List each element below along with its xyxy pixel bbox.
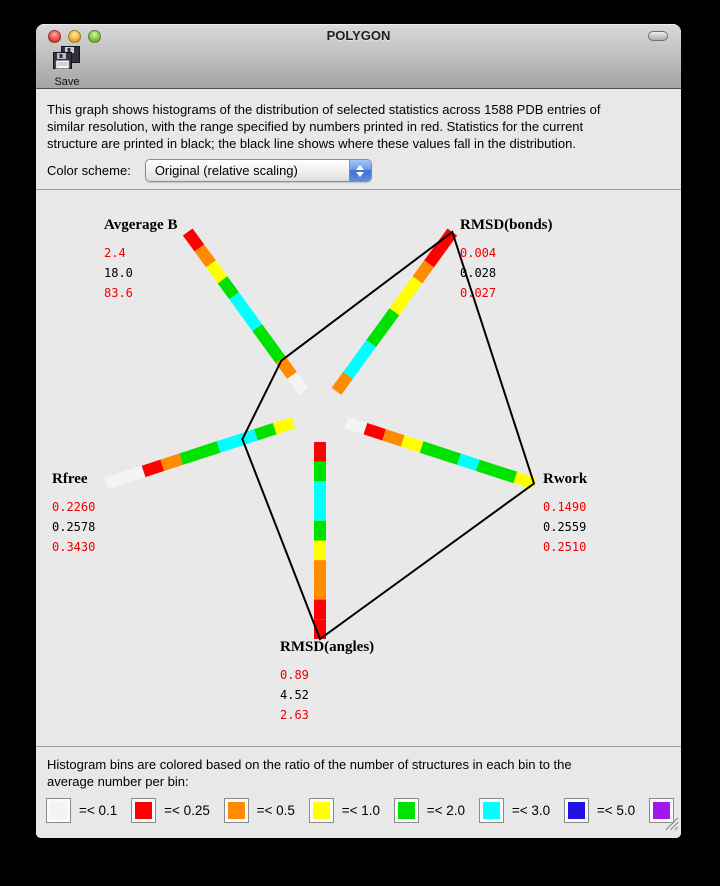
axis-title: Rwork: [543, 471, 588, 487]
axis-current-value: 4.52: [280, 688, 309, 702]
color-scheme-label: Color scheme:: [47, 163, 131, 178]
histogram-bin-cyan: [218, 441, 237, 447]
histogram-bin-white: [292, 375, 304, 391]
histogram-bin-green: [371, 328, 383, 344]
axis-max-value: 83.6: [104, 286, 133, 300]
axis-title: Rfree: [52, 471, 88, 487]
histogram-bin-green: [478, 465, 497, 471]
description-section: [36, 89, 681, 190]
histogram-bin-orange: [384, 435, 403, 441]
select-stepper-icon: [349, 160, 371, 181]
color-scheme-row: [47, 159, 670, 182]
legend-label: =< 2.0: [426, 802, 466, 818]
legend-item: [309, 798, 380, 823]
legend-label: =< 0.1: [79, 802, 118, 818]
legend-label: =< 5.0: [596, 802, 636, 818]
histogram-bin-yellow: [211, 264, 223, 280]
axis-labels-rfree: [52, 471, 95, 557]
histogram-bin-cyan: [459, 459, 478, 465]
resize-grip[interactable]: [665, 817, 679, 836]
description-line: structure are printed in black; the black line shows where these values fall in the distribution.: [47, 136, 576, 151]
axis-max-value: 0.3430: [52, 540, 96, 554]
save-button[interactable]: [44, 46, 90, 86]
legend-caption-line: average number per bin:: [47, 774, 189, 789]
histogram-bin-yellow: [515, 477, 534, 483]
histogram-bin-yellow: [403, 441, 422, 447]
histogram-bin-white: [125, 471, 144, 477]
save-button-label: Save: [54, 76, 80, 88]
window-header: [36, 24, 681, 89]
histogram-bin-red: [365, 429, 384, 435]
legend-color-fill: [228, 802, 245, 819]
histogram-bin-green: [256, 429, 275, 435]
legend-item: [46, 798, 117, 823]
legend-color-fill: [568, 802, 585, 819]
axis-labels-rmsd-angles: [280, 639, 374, 725]
save-floppy-icon: [52, 46, 82, 75]
histogram-bin-orange: [162, 459, 181, 465]
histogram-bin-orange: [337, 375, 349, 391]
legend-caption-line: Histogram bins are colored based on the ratio of the number of structures in each bin to the: [47, 757, 572, 772]
description-line: similar resolution, with the range specified by numbers printed in red. Statistics for the current: [47, 119, 584, 134]
color-scheme-selected-value: Original (relative scaling): [154, 163, 298, 178]
histogram-bin-yellow: [394, 296, 406, 312]
legend-color-swatch: [131, 798, 156, 823]
axis-current-value: 0.2578: [52, 520, 96, 534]
chevron-down-icon: [356, 172, 364, 177]
color-scheme-select[interactable]: [145, 159, 372, 182]
histogram-bin-red: [188, 232, 200, 248]
legend-item: [394, 798, 465, 823]
histogram-bin-white: [347, 423, 366, 429]
legend-color-swatch: [394, 798, 419, 823]
histogram-bin-green: [200, 447, 219, 453]
legend-color-swatch: [46, 798, 71, 823]
toolbar: [36, 46, 681, 88]
axis-min-value: 0.2260: [52, 500, 96, 514]
axis-title: RMSD(angles): [280, 639, 375, 655]
axis-labels-rwork: [543, 471, 587, 557]
axis-max-value: 0.027: [460, 286, 497, 300]
description-line: This graph shows histograms of the distribution of selected statistics across 1588 PDB entries of: [47, 102, 601, 117]
histogram-bin-red: [144, 465, 163, 471]
legend-color-fill: [653, 802, 670, 819]
axis-max-value: 2.63: [280, 708, 309, 722]
histogram-bin-green: [257, 328, 269, 344]
histogram-bin-cyan: [237, 435, 256, 441]
legend-item: [224, 798, 295, 823]
axis-title: Avgerage B: [104, 217, 178, 233]
color-legend: [46, 797, 674, 823]
polygon-plot-area: [36, 190, 681, 746]
histogram-bin-cyan: [246, 312, 258, 328]
chevron-up-icon: [356, 165, 364, 170]
legend-color-swatch: [479, 798, 504, 823]
histogram-bin-orange: [280, 360, 292, 376]
axis-current-value: 0.2559: [543, 520, 587, 534]
histogram-bin-green: [223, 280, 235, 296]
legend-color-fill: [50, 802, 67, 819]
axis-labels-average-b: [104, 217, 177, 303]
histogram-bin-red: [429, 248, 441, 264]
histogram-bin-green: [181, 453, 200, 459]
legend-section: [36, 746, 681, 838]
legend-label: =< 0.5: [256, 802, 295, 818]
window-title: POLYGON: [326, 28, 391, 43]
axis-min-value: 2.4: [104, 246, 126, 260]
titlebar: [36, 24, 681, 46]
axis-labels-rmsd-bonds: [460, 217, 553, 303]
legend-item: [564, 798, 635, 823]
histogram-bin-green: [269, 344, 281, 360]
legend-label: =< 3.0: [511, 802, 551, 818]
axis-min-value: 0.89: [280, 668, 309, 682]
histogram-bin-green: [440, 453, 459, 459]
axis-min-value: 0.004: [460, 246, 497, 260]
legend-color-fill: [483, 802, 500, 819]
histogram-bin-cyan: [234, 296, 246, 312]
legend-color-swatch: [309, 798, 334, 823]
histogram-bin-green: [422, 447, 441, 453]
histogram-bin-cyan: [348, 360, 360, 376]
axis-current-value: 18.0: [104, 266, 133, 280]
legend-color-fill: [313, 802, 330, 819]
histogram-bin-orange: [418, 264, 430, 280]
histogram-bin-white: [106, 477, 125, 483]
histogram-bin-yellow: [406, 280, 418, 296]
histogram-bin-green: [497, 471, 516, 477]
axis-title: RMSD(bonds): [460, 217, 553, 233]
histogram-bin-yellow: [275, 423, 294, 429]
legend-item: [479, 798, 550, 823]
legend-color-fill: [398, 802, 415, 819]
legend-item: [131, 798, 210, 823]
axis-current-value: 0.028: [460, 266, 497, 280]
histogram-bin-orange: [199, 248, 211, 264]
legend-color-fill: [135, 802, 152, 819]
axis-max-value: 0.2510: [543, 540, 587, 554]
legend-label: =< 1.0: [341, 802, 380, 818]
polygon-window: [36, 24, 681, 838]
histogram-bin-cyan: [360, 344, 372, 360]
legend-color-swatch: [564, 798, 589, 823]
legend-label: =< 0.25: [164, 802, 210, 818]
toolbar-toggle-pill-button[interactable]: [648, 31, 668, 41]
axis-min-value: 0.1490: [543, 500, 587, 514]
legend-color-swatch: [224, 798, 249, 823]
histogram-bin-green: [383, 312, 395, 328]
